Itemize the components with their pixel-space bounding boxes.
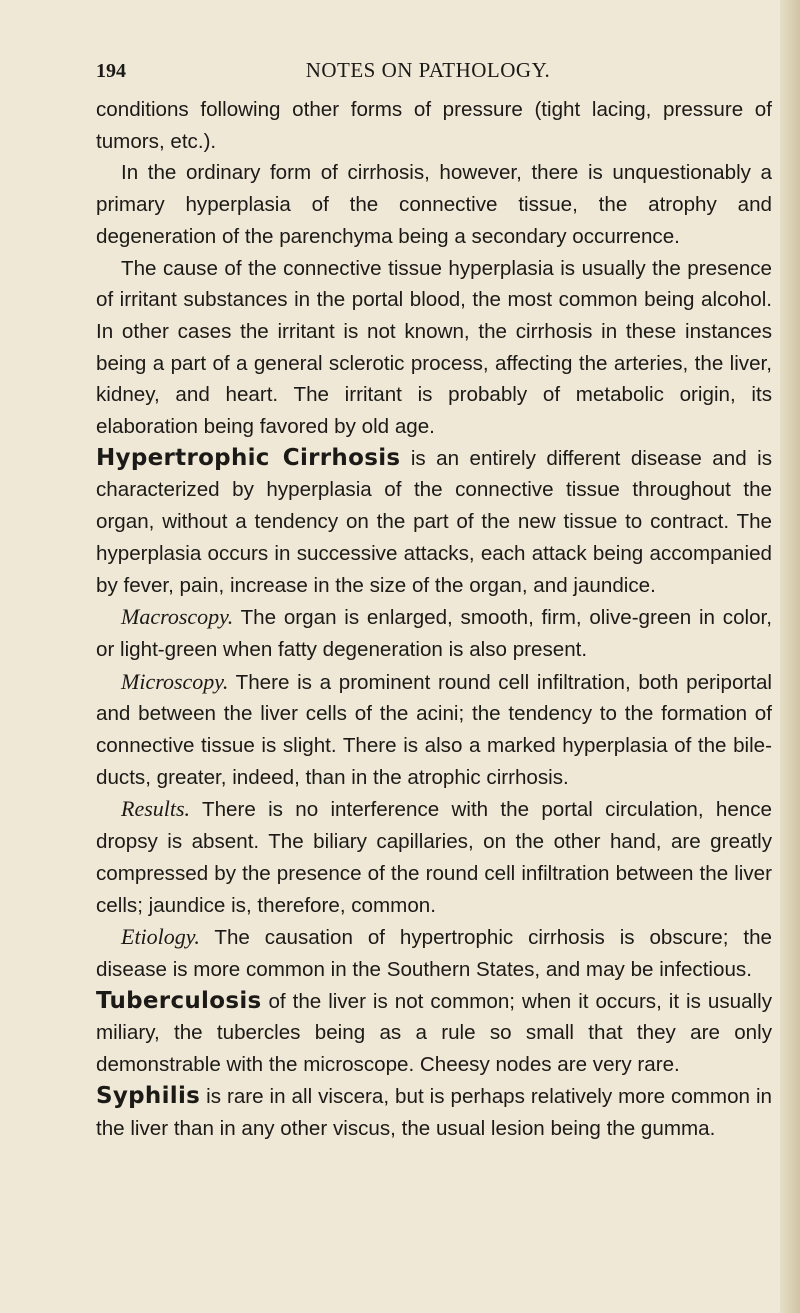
heading-hypertrophic-cirrhosis: Hypertrophic Cirrhosis: [96, 444, 401, 471]
paragraph-cirrhosis-form: In the ordinary form of cirrhosis, however, there is unquestionably a primary hyperplasia of the connective tissue, the atrophy and degeneration of the parenchyma being a secondary occurrence.: [96, 161, 772, 248]
page-number: 194: [96, 60, 126, 82]
paragraph-text: The organ is enlarged, smooth, firm, olive-green in color, or light-green when fatty degeneration is also present.: [96, 606, 772, 661]
running-head: NOTES ON PATHOLOGY.: [305, 58, 551, 82]
page-header: [96, 56, 760, 90]
paragraph-text: is an entirely different disease and is characterized by hyperplasia of the connective tissue throughout the organ, without a tendency on the part of the new tissue to contract. The hyperplasia occurs in successive attacks, each attack being accompanied by fever, pain, increase in the size of the organ, and jaundice.: [96, 446, 772, 597]
paragraph-text: is rare in all viscera, but is perhaps relatively more common in the liver than in any other viscus, the usual lesion being the gumma.: [96, 1084, 772, 1140]
paragraph-syphilis: [96, 1081, 772, 1144]
paragraph-text: The causation of hypertrophic cirrhosis is obscure; the disease is more common in the Southern States, and may be infectious.: [96, 926, 772, 981]
paragraph-macroscopy: [96, 601, 772, 665]
paragraph-cause: The cause of the connective tissue hyperplasia is usually the presence of irritant substances in the portal blood, the most common being alcohol. In other cases the irritant is not known, the cirrhosis in these instances being a part of a general sclerotic process, affecting the arteries, the liver, kidney, and heart. The irritant is probably of metabolic origin, its elaboration being favored by old age.: [96, 256, 772, 439]
heading-syphilis: Syphilis: [96, 1082, 201, 1109]
paragraph-text: of the liver is not common; when it occurs, it is usually miliary, the tubercles being as a rule so small that they are only demonstrable with the microscope. Cheesy nodes are very rare.: [96, 989, 772, 1077]
paragraph-text: There is a prominent round cell infiltration, both periportal and between the liver cells of the acini; the tendency to the formation of connective tissue is slight. There is also a marked hyperplasia of the bile-ducts, greater, indeed, than in the atrophic cirrhosis.: [96, 670, 772, 789]
subheading-results: Results.: [121, 796, 191, 822]
paragraph-continuation: conditions following other forms of pressure (tight lacing, pressure of tumors, etc.).: [96, 98, 772, 153]
page-edge: [780, 0, 800, 1313]
subheading-microscopy: Microscopy.: [121, 668, 229, 694]
heading-tuberculosis: Tuberculosis: [96, 987, 262, 1014]
body-text: [96, 94, 772, 1144]
paragraph-tuberculosis: [96, 986, 772, 1081]
paragraph-etiology: [96, 921, 772, 985]
subheading-macroscopy: Macroscopy.: [121, 604, 234, 630]
paragraph-results: [96, 793, 772, 921]
paragraph-text: There is no interference with the portal circulation, hence dropsy is absent. The biliary capillaries, on the other hand, are greatly compressed by the presence of the round cell infiltration between the liver cells; jaundice is, therefore, common.: [96, 798, 772, 917]
subheading-etiology: Etiology.: [121, 924, 200, 950]
paragraph-hypertrophic-cirrhosis: [96, 443, 772, 602]
paragraph-microscopy: [96, 666, 772, 794]
